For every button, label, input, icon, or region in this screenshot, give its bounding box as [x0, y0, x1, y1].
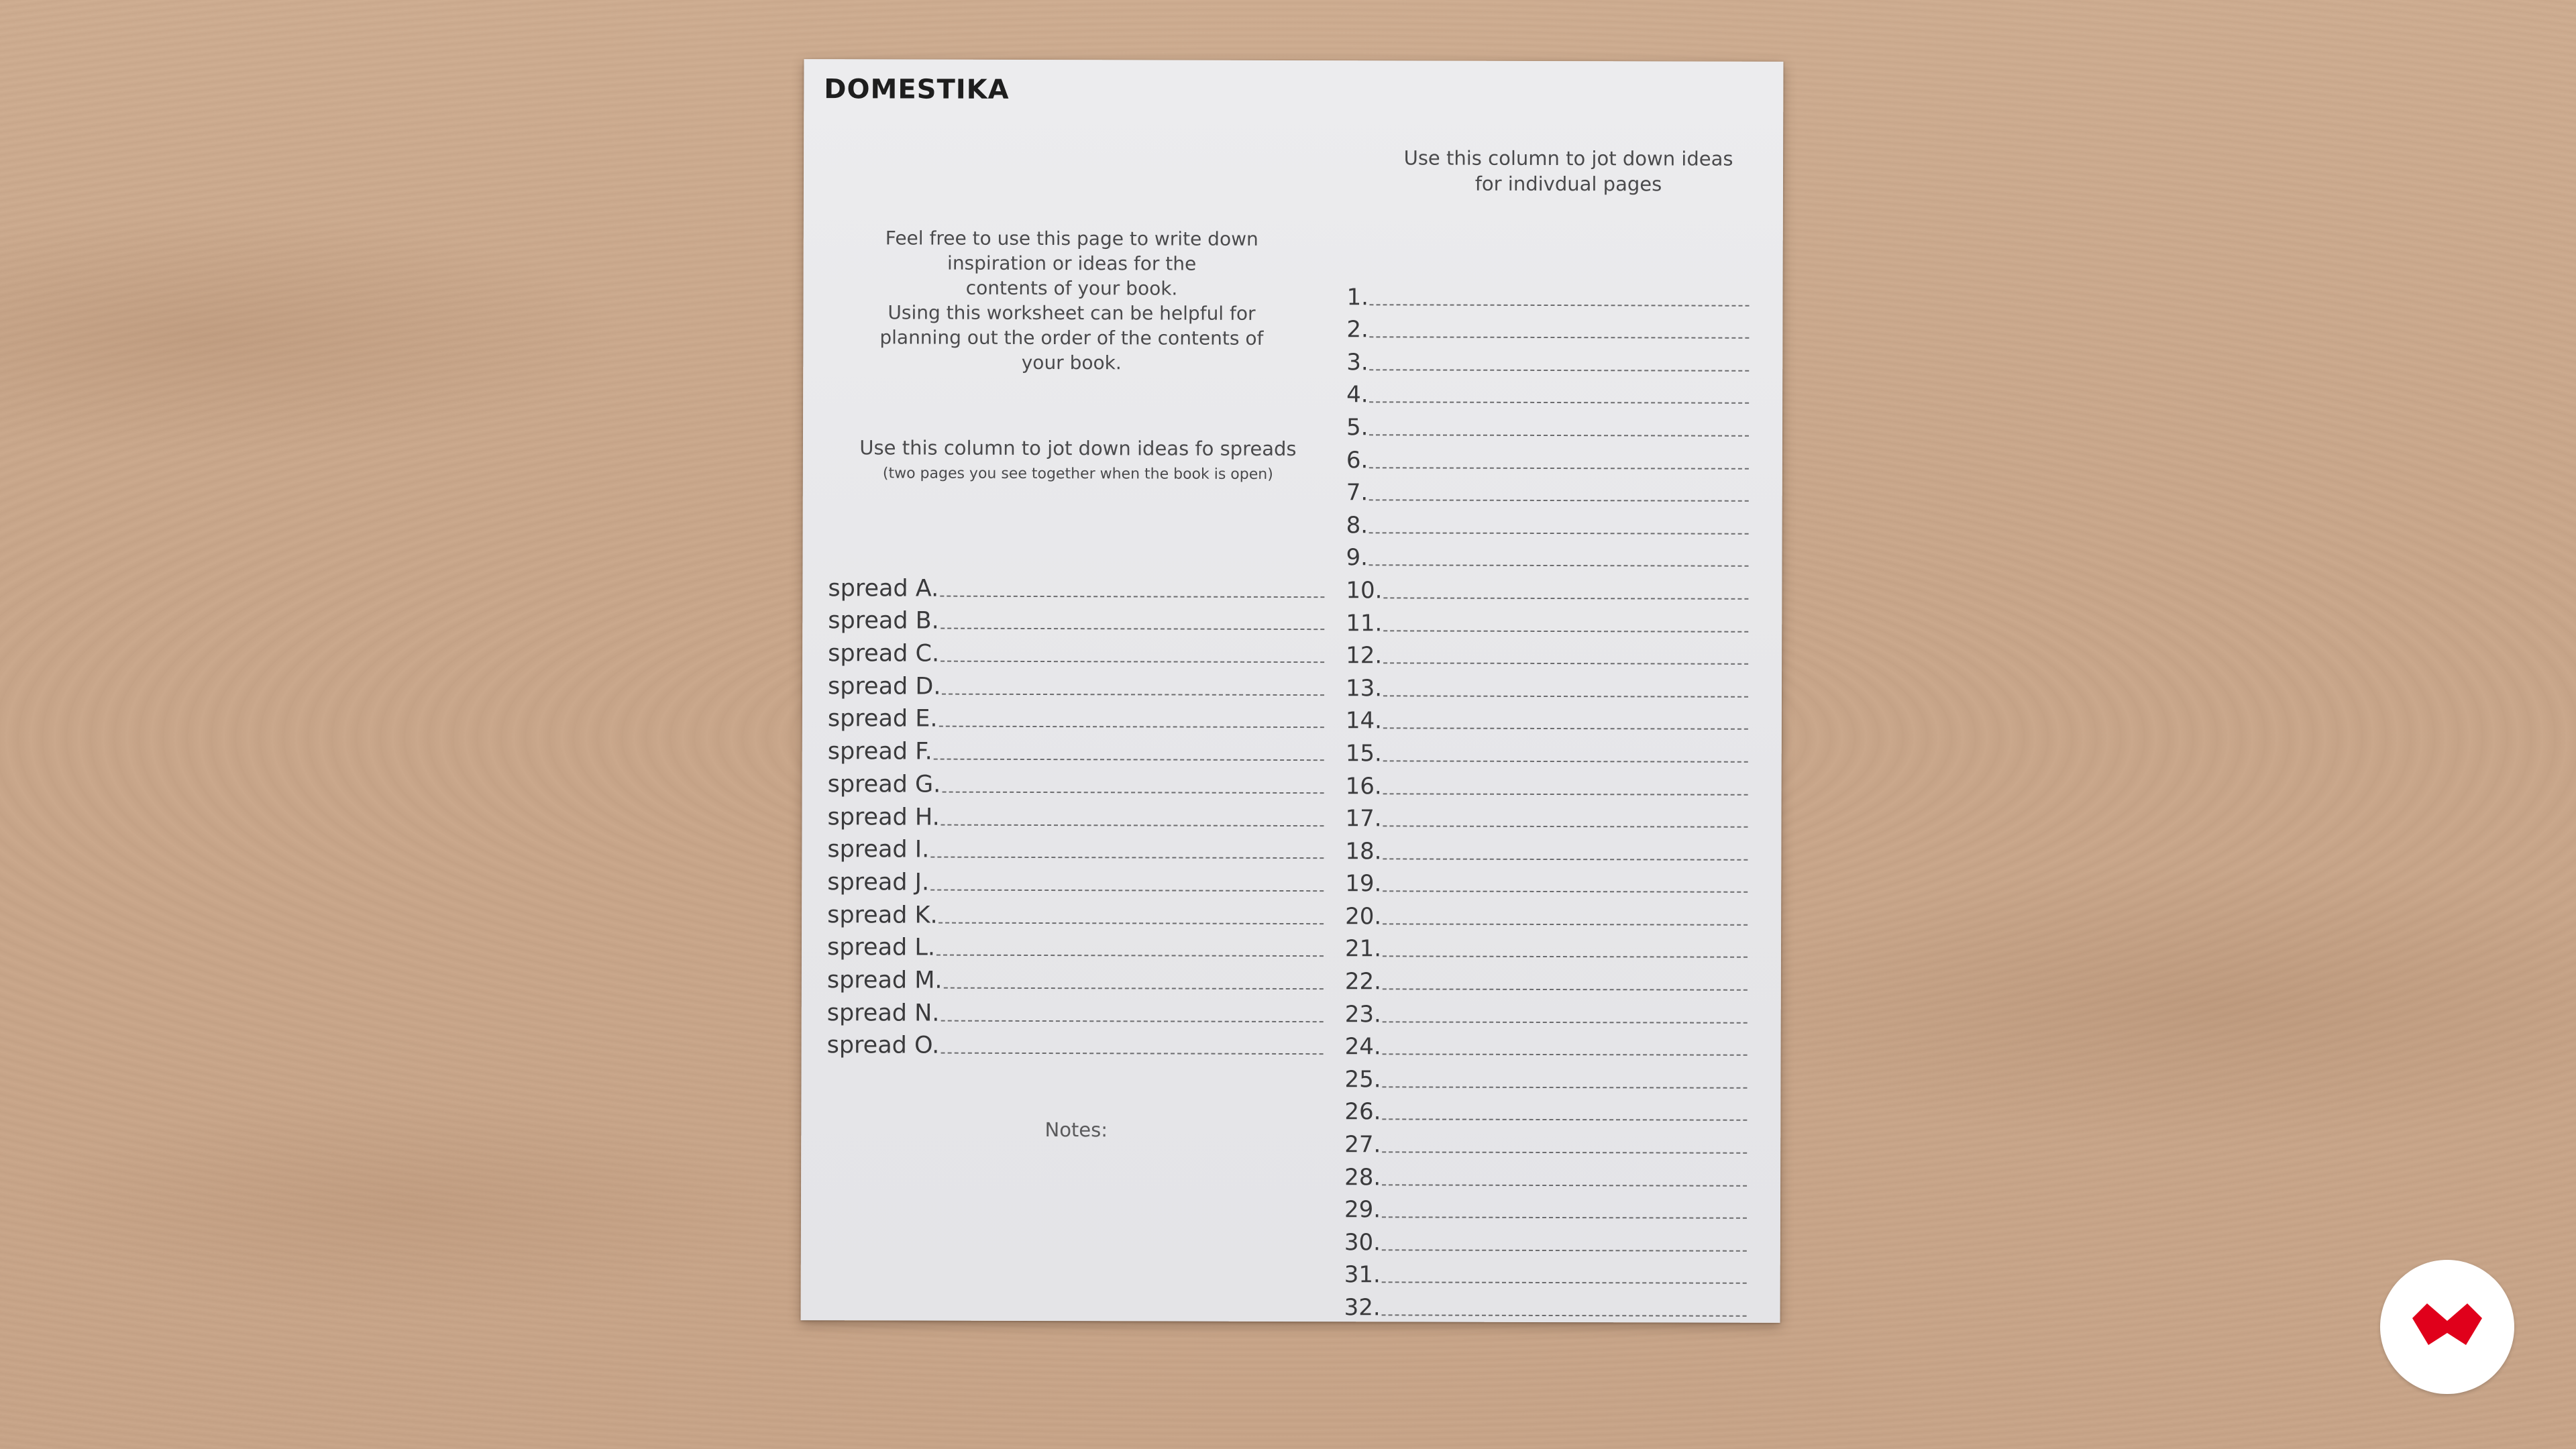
page-row: [1346, 376, 1749, 409]
page-row: [1344, 1093, 1747, 1126]
writing-line: [941, 1020, 1323, 1022]
page-number: 3.: [1346, 348, 1368, 376]
page-number: 6.: [1346, 446, 1368, 474]
intro-text: [863, 225, 1280, 376]
page-row: [1345, 1028, 1748, 1061]
spread-label: spread A.: [828, 574, 939, 602]
spread-row: [828, 635, 1324, 669]
page-row: [1345, 995, 1748, 1028]
page-row: [1345, 930, 1748, 963]
writing-line: [1383, 858, 1748, 860]
writing-line: [1370, 304, 1750, 306]
page-row: [1346, 669, 1748, 702]
writing-line: [1383, 793, 1748, 795]
page-row: [1344, 1256, 1747, 1289]
spread-row: [828, 765, 1324, 799]
page-row: [1346, 735, 1748, 768]
writing-line: [941, 1053, 1323, 1055]
page-number: 13.: [1345, 674, 1383, 702]
page-number: 19.: [1345, 870, 1382, 898]
spread-row: [827, 863, 1324, 897]
page-row: [1344, 1223, 1747, 1256]
spread-label: spread O.: [826, 1032, 940, 1059]
spread-row: [828, 700, 1324, 734]
page-number: 11.: [1346, 609, 1383, 637]
writing-line: [940, 595, 1324, 598]
page-row: [1346, 702, 1748, 735]
writing-line: [1383, 630, 1748, 632]
page-row: [1345, 963, 1748, 996]
page-number: 2.: [1346, 316, 1368, 343]
page-row: [1346, 604, 1748, 637]
page-row: [1346, 474, 1749, 507]
page-row: [1346, 506, 1749, 539]
writing-line: [930, 889, 1324, 892]
page-number: 27.: [1344, 1131, 1381, 1159]
notes-label: Notes:: [1044, 1118, 1108, 1142]
spread-label: spread I.: [827, 836, 930, 863]
page-number: 25.: [1344, 1066, 1381, 1093]
pages-heading-line: for indivdual pages: [1474, 172, 1662, 196]
intro-line: inspiration or ideas for the: [947, 252, 1197, 275]
page-row: [1346, 343, 1749, 376]
pages-heading: [1360, 145, 1776, 197]
spreads-heading: Use this column to jot down ideas fo spreads: [859, 436, 1297, 461]
page-number: 17.: [1345, 805, 1382, 833]
page-number: 24.: [1344, 1033, 1381, 1061]
spread-row: [827, 994, 1324, 1028]
writing-line: [939, 922, 1324, 924]
writing-line: [1382, 1151, 1747, 1153]
spread-label: spread K.: [827, 901, 938, 929]
spread-row: [827, 896, 1324, 930]
page-row: [1345, 832, 1748, 865]
writing-line: [938, 726, 1324, 729]
writing-line: [1369, 434, 1749, 436]
page-number: 5.: [1346, 414, 1368, 441]
spread-label: spread J.: [827, 869, 930, 896]
writing-line: [1383, 891, 1748, 893]
page-number: 32.: [1344, 1294, 1381, 1322]
pages-heading-line: Use this column to jot down ideas: [1403, 146, 1733, 170]
page-row: [1346, 572, 1748, 605]
page-number: 12.: [1346, 642, 1383, 669]
page-row: [1345, 897, 1748, 930]
writing-line: [942, 693, 1324, 695]
writing-line: [1370, 336, 1750, 338]
domestika-badge[interactable]: [2380, 1260, 2514, 1394]
page-number: 28.: [1344, 1163, 1381, 1191]
writing-line: [941, 628, 1324, 630]
brand-logo: DOMESTIKA: [824, 74, 1010, 105]
writing-line: [1382, 1217, 1747, 1219]
page-row: [1346, 278, 1749, 311]
spread-label: spread B.: [828, 607, 939, 635]
page-number: 30.: [1344, 1229, 1381, 1256]
intro-line: planning out the order of the contents of: [879, 326, 1264, 350]
page-row: [1346, 409, 1749, 442]
intro-line: contents of your book.: [965, 276, 1178, 300]
writing-line: [1370, 402, 1750, 404]
page-number: 16.: [1345, 772, 1382, 800]
page-row: [1344, 1158, 1747, 1191]
spread-row: [827, 1026, 1324, 1061]
writing-line: [1370, 369, 1750, 371]
spread-row: [828, 569, 1324, 603]
page-number: 10.: [1346, 577, 1383, 604]
page-list: [1344, 278, 1750, 1322]
intro-line: your book.: [1021, 351, 1122, 374]
writing-line: [1383, 662, 1748, 664]
spread-label: spread E.: [827, 705, 938, 733]
writing-line: [1383, 597, 1748, 599]
spread-row: [827, 798, 1324, 832]
page-number: 29.: [1344, 1196, 1381, 1224]
writing-line: [1383, 923, 1748, 925]
page-number: 9.: [1346, 544, 1368, 572]
worksheet-paper: [801, 59, 1784, 1323]
writing-line: [1383, 1021, 1748, 1023]
writing-line: [936, 955, 1324, 957]
writing-line: [1382, 1119, 1747, 1121]
page-number: 22.: [1344, 968, 1381, 996]
writing-line: [1369, 467, 1749, 469]
page-row: [1346, 637, 1748, 670]
page-number: 4.: [1346, 381, 1368, 409]
spread-label: spread M.: [826, 967, 943, 994]
spread-row: [827, 830, 1324, 865]
page-row: [1344, 1126, 1747, 1159]
page-row: [1344, 1191, 1747, 1224]
spread-row: [828, 667, 1324, 701]
writing-line: [1382, 1282, 1747, 1284]
writing-line: [1383, 825, 1748, 827]
writing-line: [941, 824, 1324, 826]
page-number: 20.: [1345, 903, 1382, 930]
page-row: [1346, 311, 1749, 344]
page-row: [1344, 1289, 1747, 1322]
page-number: 26.: [1344, 1098, 1381, 1126]
writing-line: [1383, 1054, 1748, 1056]
spread-label: spread C.: [828, 640, 940, 667]
page-row: [1346, 441, 1749, 474]
page-row: [1346, 539, 1748, 572]
writing-line: [1383, 760, 1748, 762]
page-row: [1345, 800, 1748, 833]
writing-line: [930, 857, 1324, 859]
writing-line: [1383, 728, 1748, 730]
writing-line: [1383, 695, 1748, 697]
intro-line: Feel free to use this page to write down: [885, 227, 1258, 250]
page-row: [1345, 865, 1748, 898]
page-row: [1346, 767, 1748, 800]
page-number: 15.: [1345, 740, 1382, 767]
page-number: 23.: [1344, 1000, 1381, 1028]
writing-line: [1382, 1184, 1747, 1186]
writing-line: [1383, 1086, 1748, 1088]
spread-label: spread G.: [827, 771, 941, 798]
writing-line: [1382, 1249, 1747, 1251]
spread-row: [827, 928, 1324, 963]
page-row: [1344, 1060, 1747, 1093]
page-number: 8.: [1346, 511, 1368, 539]
spreads-subheading: (two pages you see together when the book is open): [882, 465, 1273, 483]
writing-line: [944, 987, 1324, 989]
writing-line: [1383, 956, 1748, 958]
spread-row: [828, 602, 1324, 636]
writing-line: [1383, 988, 1748, 990]
writing-line: [1369, 499, 1749, 501]
spread-label: spread D.: [827, 672, 941, 700]
spread-label: spread F.: [827, 738, 932, 765]
page-number: 31.: [1344, 1261, 1381, 1289]
page-number: 7.: [1346, 479, 1368, 506]
spread-label: spread H.: [827, 803, 940, 831]
writing-line: [1382, 1314, 1747, 1316]
writing-line: [1369, 565, 1749, 567]
spread-label: spread N.: [826, 999, 940, 1027]
spread-list: [827, 569, 1325, 1060]
domestika-logo-icon: [2412, 1303, 2482, 1350]
spread-row: [828, 733, 1324, 767]
spread-label: spread L.: [826, 934, 936, 961]
page-number: 21.: [1344, 935, 1382, 963]
spread-row: [827, 961, 1324, 995]
writing-line: [1369, 532, 1749, 534]
page-number: 18.: [1345, 837, 1382, 865]
intro-line: Using this worksheet can be helpful for: [888, 301, 1256, 325]
writing-line: [934, 759, 1324, 761]
page-number: 14.: [1345, 707, 1383, 735]
writing-line: [942, 791, 1324, 793]
writing-line: [941, 661, 1324, 663]
page-number: 1.: [1346, 283, 1369, 311]
